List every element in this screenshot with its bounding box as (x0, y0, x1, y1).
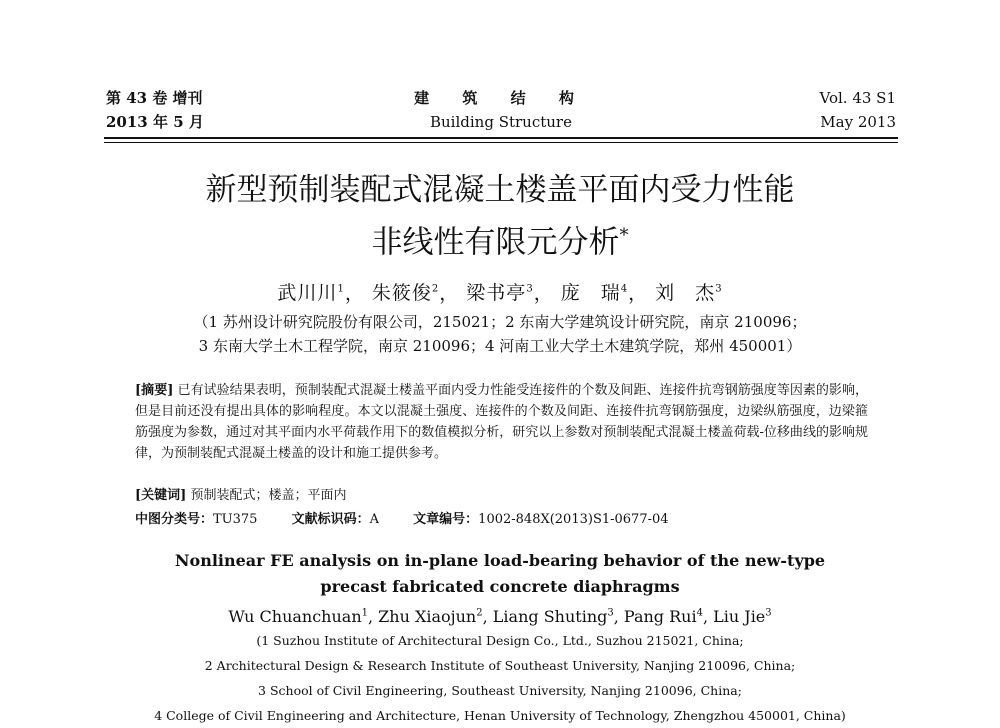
abstract-label: [摘要] (135, 383, 174, 398)
journal-name-en: Building Structure (430, 113, 572, 131)
journal-volume-en (820, 86, 897, 134)
author: Pang Rui$^4$ (623, 607, 703, 627)
header-rule-thin (104, 142, 898, 143)
volume-issue-cn: 第 43 卷 增刊 (106, 89, 203, 107)
affiliation-line: 3 东南大学土木工程学院，南京 210096；4 河南工业大学土木建筑学院，郑州 450001） (198, 337, 802, 355)
clc-label: 中图分类号： (135, 512, 214, 527)
doc-code-value: A (369, 512, 380, 527)
header-rule-thick (104, 137, 898, 139)
keywords-cn (135, 486, 346, 506)
affiliation-line: （1 苏州设计研究院股份有限公司，215021；2 东南大学建筑设计研究院，南京 210096； (193, 313, 807, 331)
author: Wu Chuanchuan$^1$ (228, 607, 368, 627)
journal-name (106, 86, 896, 134)
author-list-cn: 武川川$^1$， 朱筱俊$^2$， 梁书亭$^3$， 庞 瑞$^4$， 刘 杰$^3$ (277, 282, 723, 305)
paper-title-en (0, 548, 1000, 600)
author: Liu Jie$^3$ (713, 607, 772, 627)
en-title-line-1: Nonlinear FE analysis on in-plane load-bearing behavior of the new-type (174, 551, 826, 570)
affiliation-line: (1 Suzhou Institute of Architectural Design Co., Ltd., Suzhou 215021, China; (256, 633, 744, 648)
title-line-1: 新型预制装配式混凝土楼盖平面内受力性能 (205, 172, 795, 208)
author: Zhu Xiaojun$^2$ (378, 607, 483, 627)
doc-code-label: 文献标识码： (291, 512, 370, 527)
keywords-label: [关键词] (135, 488, 187, 503)
affiliations-cn (0, 310, 1000, 358)
author: 梁书亭$^3$ (466, 282, 534, 305)
funding-mark: * (619, 225, 629, 246)
affiliation-line: 3 School of Civil Engineering, Southeast University, Nanjing 210096, China; (258, 683, 742, 698)
page-header (106, 86, 896, 134)
paper-title-cn (0, 168, 1000, 265)
keywords-text: 预制装配式；楼盖；平面内 (190, 488, 347, 503)
title-line-2: 非线性有限元分析* (371, 224, 629, 261)
author: 庞 瑞$^4$ (560, 282, 629, 305)
journal-name-cn: 建 筑 结 构 (414, 89, 588, 107)
en-title-line-2: precast fabricated concrete diaphragms (320, 577, 680, 596)
affiliation-line: 4 College of Civil Engineering and Architecture, Henan University of Technology, Zhengzhou 450001, China) (154, 708, 846, 723)
abstract-cn (135, 380, 868, 464)
clc-value: TU375 (213, 512, 258, 527)
author: 刘 杰$^3$ (655, 282, 723, 305)
affiliation-line: 2 Architectural Design & Research Institute of Southeast University, Nanjing 210096, China; (204, 658, 796, 673)
article-number-label: 文章编号： (413, 512, 479, 527)
author: Liang Shuting$^3$ (492, 607, 614, 627)
classification-line (135, 510, 699, 530)
abstract-text: 已有试验结果表明，预制装配式混凝土楼盖平面内受力性能受连接件的个数及间距、连接件抗弯钢筋强度等因素的影响，但是目前还没有提出具体的影响程度。本文以混凝土强度、连接件的个数及间距、连接件抗弯钢筋强度，边梁纵筋强度，边梁箍筋强度为参数，通过对其平面内水平荷载作用下的数值模拟分析，研究以上参数对预制装配式混凝土楼盖荷载-位移曲线的影响规律，为预制装配式混凝土楼盖的设计和施工提供参考。 (135, 383, 868, 461)
date-en: May 2013 (820, 113, 896, 131)
affiliations-en (0, 628, 1000, 728)
volume-issue-en: Vol. 43 S1 (819, 89, 896, 107)
article-number-value: 1002-848X(2013)S1-0677-04 (478, 512, 669, 527)
author: 武川川$^1$ (277, 282, 345, 305)
author: 朱筱俊$^2$ (371, 282, 440, 305)
author-list-en: Wu Chuanchuan$^1$, Zhu Xiaojun$^2$, Liang Shuting$^3$, Pang Rui$^4$, Liu Jie$^3$ (228, 607, 772, 627)
date-cn: 2013 年 5 月 (106, 113, 204, 131)
